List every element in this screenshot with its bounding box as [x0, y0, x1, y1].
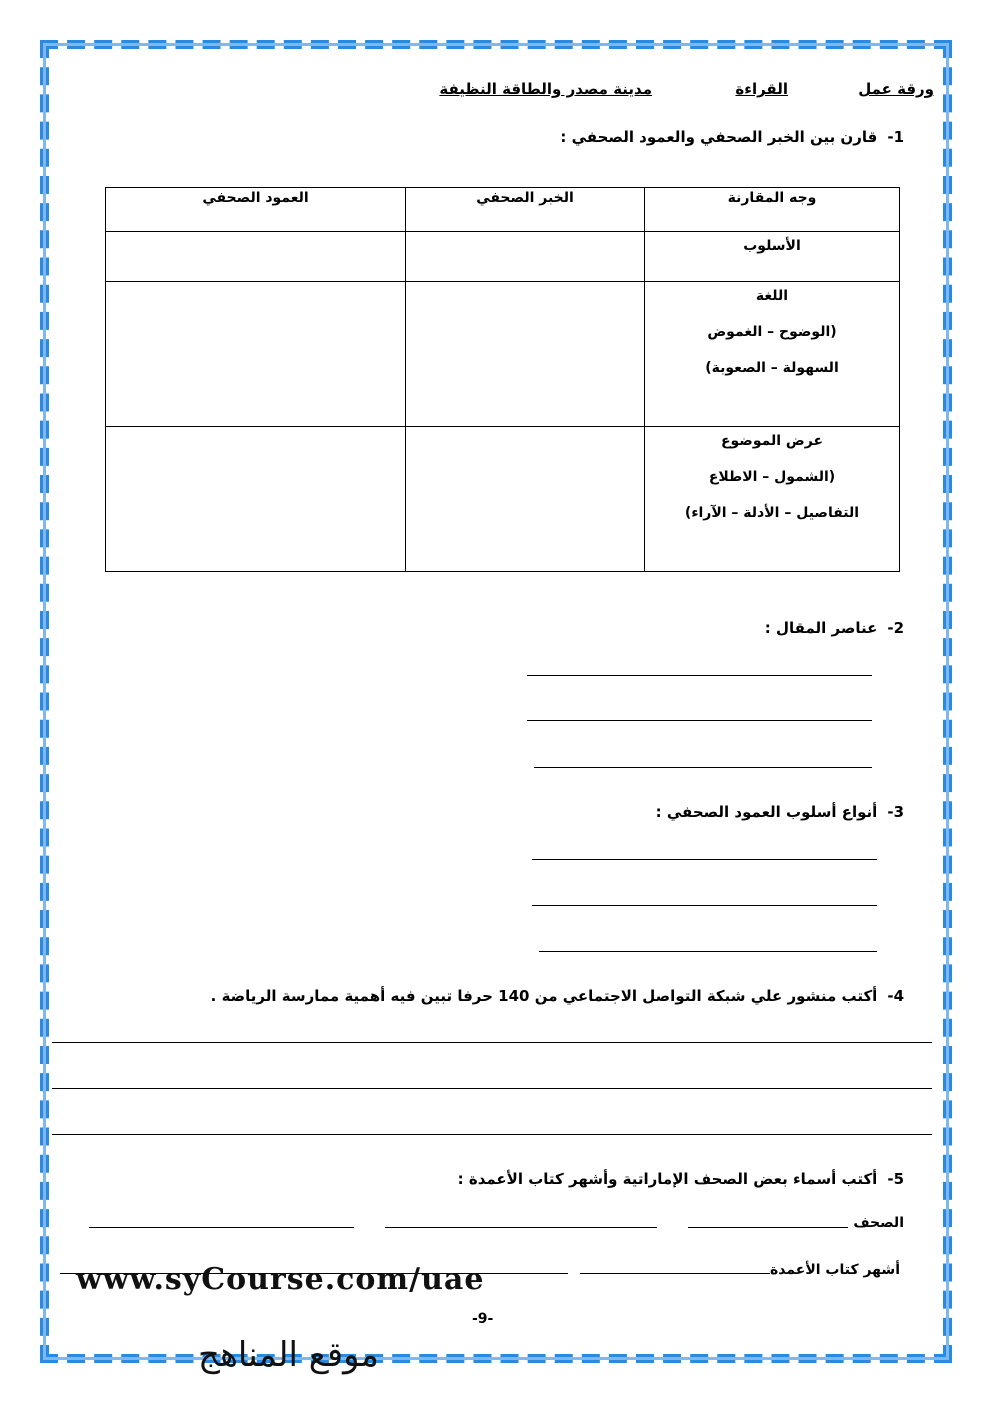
aspect-line: الأسلوب: [743, 238, 801, 254]
aspect-line: السهولة – الصعوبة): [705, 360, 839, 376]
answer-line[interactable]: [580, 1273, 770, 1274]
comparison-table: [105, 187, 900, 572]
question-4-text: أكتب منشور علي شبكة التواصل الاجتماعي من 140 حرفا تبين فيه أهمية ممارسة الرياضة .: [210, 987, 878, 1005]
page-number: -9-: [472, 1311, 494, 1327]
question-3: [656, 803, 904, 821]
answer-cell[interactable]: [106, 427, 406, 572]
question-5-text: أكتب أسماء بعض الصحف الإماراتية وأشهر كتاب الأعمدة :: [457, 1170, 878, 1188]
answer-cell[interactable]: [406, 232, 645, 282]
aspect-line: التفاصيل – الأدلة – الآراء): [684, 505, 860, 521]
answer-cell[interactable]: [106, 232, 406, 282]
question-4-number: 4-: [887, 987, 904, 1005]
answer-line[interactable]: [527, 675, 872, 676]
answer-line[interactable]: [52, 1088, 932, 1089]
question-2-text: عناصر المقال :: [764, 619, 878, 637]
aspect-cell: [645, 232, 900, 282]
question-3-text: أنواع أسلوب العمود الصحفي :: [655, 803, 878, 821]
website-watermark: www.syCourse.com/uae: [76, 1262, 485, 1297]
question-1-text: قارن بين الخبر الصحفي والعمود الصحفي :: [560, 128, 878, 146]
header-news-report: [406, 188, 645, 232]
worksheet-header: [439, 80, 934, 104]
answer-cell[interactable]: [406, 427, 645, 572]
question-5: [458, 1170, 904, 1188]
site-name-watermark: موقع المناهج: [198, 1335, 379, 1375]
question-2-number: 2-: [887, 619, 904, 637]
header-cell-text: الخبر الصحفي: [476, 190, 574, 206]
answer-line[interactable]: [385, 1227, 657, 1228]
answer-cell[interactable]: [406, 282, 645, 427]
answer-line[interactable]: [532, 859, 877, 860]
worksheet-label: ورقة عمل: [858, 80, 934, 98]
answer-cell[interactable]: [106, 282, 406, 427]
subject-label: القراءة: [735, 80, 788, 98]
aspect-cell: [645, 427, 900, 572]
columnists-label: أشهر كتاب الأعمدة: [770, 1262, 900, 1278]
question-5-number: 5-: [887, 1170, 904, 1188]
header-comparison-aspect: [645, 188, 900, 232]
header-cell-text: وجه المقارنة: [727, 190, 817, 206]
answer-line[interactable]: [52, 1042, 932, 1043]
table-row: [106, 232, 900, 282]
question-1: [560, 128, 904, 146]
aspect-line: عرض الموضوع: [720, 433, 824, 449]
aspect-cell: [645, 282, 900, 427]
answer-line[interactable]: [688, 1227, 848, 1228]
answer-line[interactable]: [52, 1134, 932, 1135]
header-cell-text: العمود الصحفي: [202, 190, 309, 206]
answer-line[interactable]: [532, 905, 877, 906]
header-newspaper-column: [106, 188, 406, 232]
lesson-title: مدينة مصدر والطاقة النظيفة: [439, 80, 652, 98]
answer-line[interactable]: [539, 951, 877, 952]
question-3-number: 3-: [887, 803, 904, 821]
aspect-line: (الشمول – الاطلاع: [708, 469, 836, 485]
table-row: [106, 427, 900, 572]
question-1-number: 1-: [887, 128, 904, 146]
answer-line[interactable]: [89, 1227, 354, 1228]
question-2: [765, 619, 904, 637]
question-4: [211, 987, 904, 1005]
answer-line[interactable]: [534, 767, 872, 768]
table-row: [106, 282, 900, 427]
answer-line[interactable]: [527, 720, 872, 721]
table-header-row: [106, 188, 900, 232]
aspect-line: (الوضوح – الغموض: [707, 324, 837, 340]
newspapers-label: الصحف: [853, 1215, 904, 1231]
aspect-line: اللغة: [755, 288, 789, 304]
